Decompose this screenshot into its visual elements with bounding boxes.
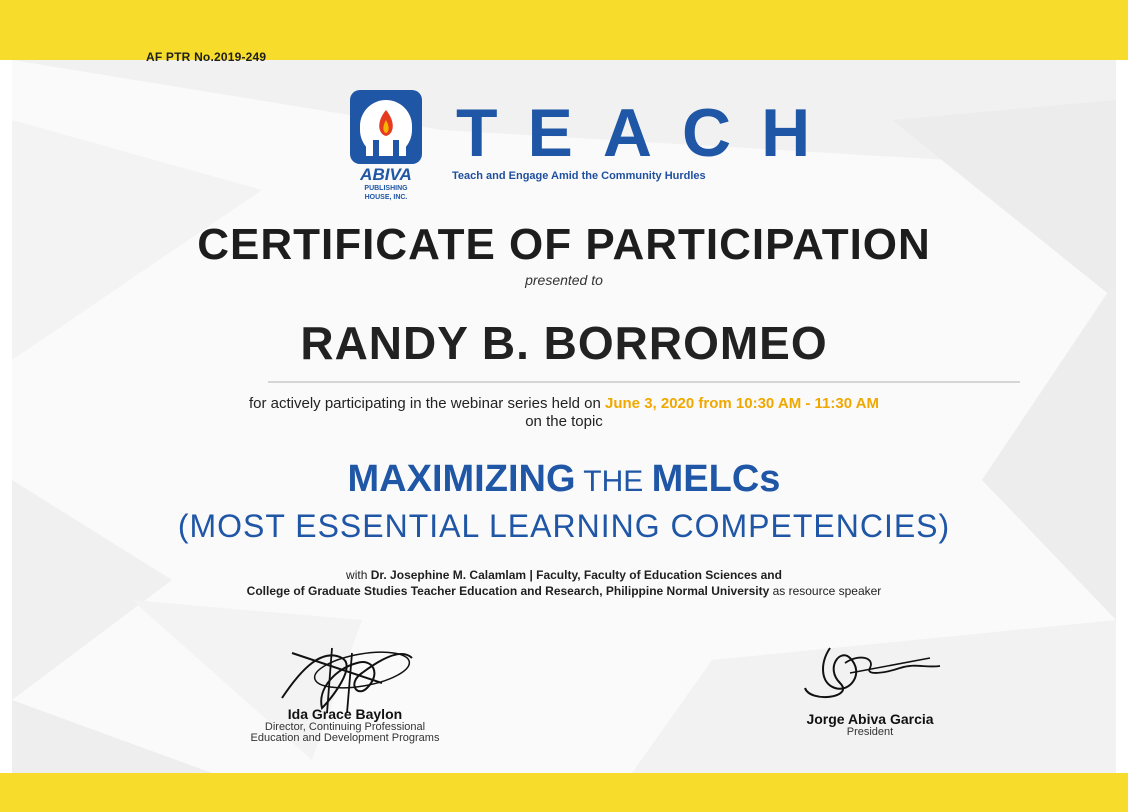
recipient-underline xyxy=(268,381,1020,383)
signature-jorge-abiva-garcia xyxy=(790,628,950,708)
topic-word-maximizing: MAXIMIZING xyxy=(347,458,576,500)
topic-word-melcs: MELCs xyxy=(651,458,781,500)
signatory-1-role-line-2: Education and Development Programs xyxy=(250,732,440,744)
brand-tagline: Teach and Engage Amid the Community Hurdles xyxy=(452,170,706,182)
logo-publisher-line3: HOUSE, INC. xyxy=(364,194,408,201)
signatory-1-name: Ida Grace Baylon xyxy=(287,706,403,722)
certificate-title: CERTIFICATE OF PARTICIPATION xyxy=(197,220,931,269)
ptr-number: AF PTR No.2019-249 xyxy=(146,50,267,64)
logo-publisher-name: ABIVA xyxy=(360,165,412,184)
speaker-institution: College of Graduate Studies Teacher Education and Research, Philippine Normal University xyxy=(246,584,770,598)
participation-statement xyxy=(0,395,1128,412)
brand-name: TEACH xyxy=(456,95,841,171)
logo-publisher-line2: PUBLISHING xyxy=(364,185,408,192)
signatory-2-name: Jorge Abiva Garcia xyxy=(806,711,934,727)
speaker-line-1 xyxy=(0,568,1128,582)
speaker-name-affiliation: Dr. Josephine M. Calamlam | Faculty, Faculty of Education Sciences and xyxy=(370,568,782,582)
on-topic-label: on the topic xyxy=(525,413,603,430)
bottom-yellow-band xyxy=(0,773,1128,812)
presented-to-label: presented to xyxy=(525,272,603,288)
event-date-time: June 3, 2020 from 10:30 AM - 11:30 AM xyxy=(605,395,880,412)
signatory-1-role-line-1: Director, Continuing Professional xyxy=(264,721,426,733)
abiva-logo xyxy=(346,88,426,204)
topic-word-the: THE xyxy=(575,465,652,498)
topic-title xyxy=(0,458,1128,501)
speaker-prefix: with xyxy=(346,568,371,582)
speaker-line-2 xyxy=(0,584,1128,598)
recipient-name: RANDY B. BORROMEO xyxy=(300,317,828,369)
signatory-1-role xyxy=(180,722,510,744)
topic-subtitle: (MOST ESSENTIAL LEARNING COMPETENCIES) xyxy=(177,508,951,544)
speaker-suffix: as resource speaker xyxy=(769,584,882,598)
signature-ida-grace-baylon xyxy=(262,628,422,718)
statement-prefix: for actively participating in the webinar series held on xyxy=(248,395,606,412)
signatory-2-role: President xyxy=(846,726,894,738)
